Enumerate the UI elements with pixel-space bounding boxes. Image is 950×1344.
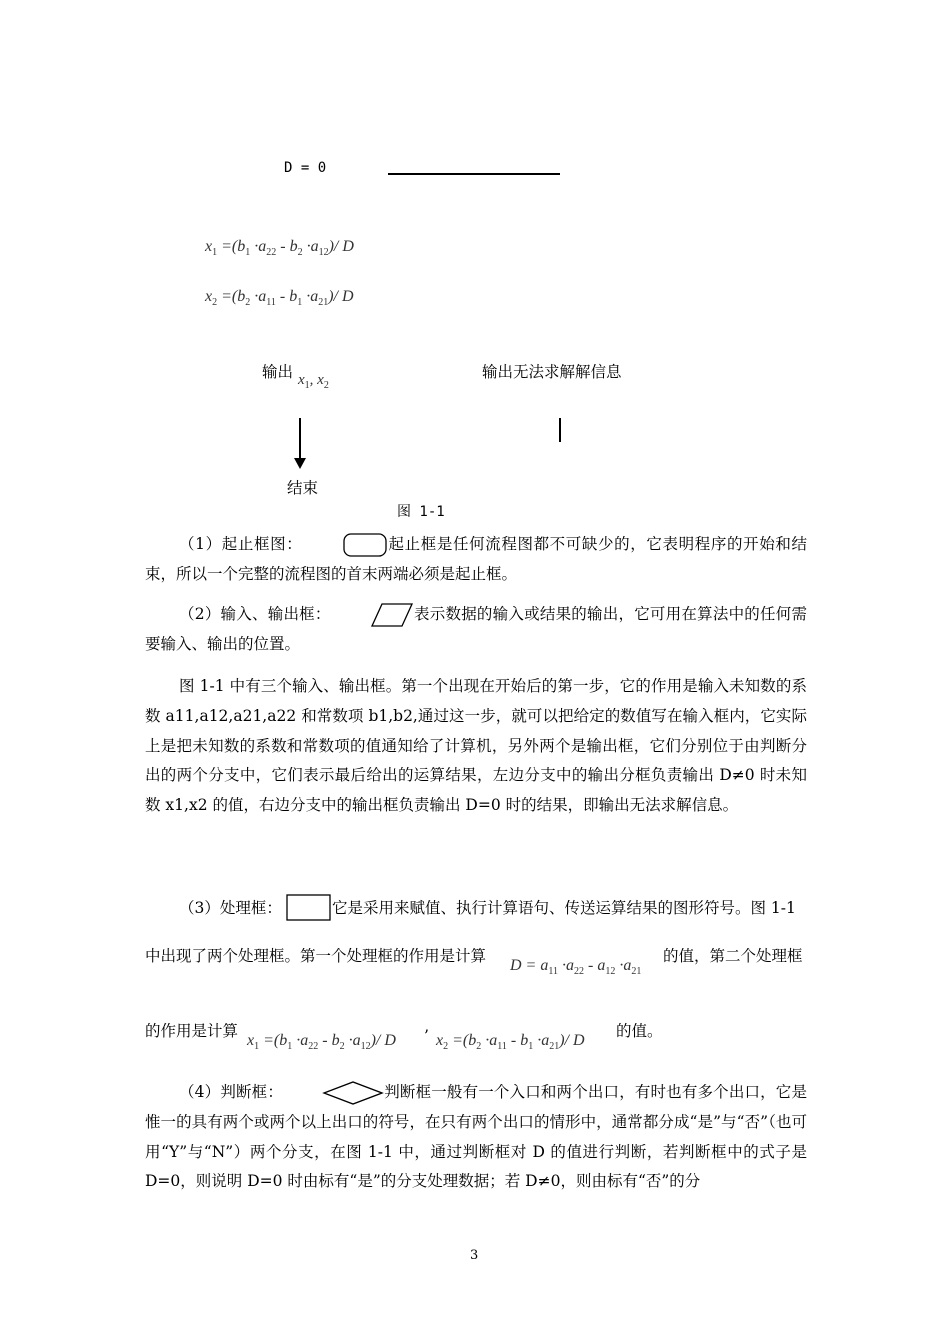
output-left-label: 输出 xyxy=(262,363,294,381)
p4-text-b: 中出现了两个处理框。第一个处理框的作用是计算 xyxy=(145,947,487,965)
right-branch-line xyxy=(559,418,561,442)
down-arrow-icon xyxy=(290,418,310,470)
inline-formula-x1: $x_1 =(b_1 \cdot a_{22} - b_2 \cdot a_{12})/$ D xyxy=(247,1032,396,1053)
formula-x1: $x_1 =(b_1 \cdot a_{22} - b_2 \cdot a_{12})/$ D xyxy=(205,238,354,259)
p4-text-e: 的值。 xyxy=(616,1022,663,1040)
formula-x2: $x_2 =(b_2 \cdot a_{11} - b_1 \cdot a_{21})/$ D xyxy=(205,288,354,309)
p1-text: 起止框是任何流程图都不可缺少的，它表明程序的开始和结束，所以一个完整的流程图的首末两端必须是起止框。 xyxy=(145,535,807,583)
figure-caption: 图 1-1 xyxy=(397,504,445,520)
inline-formula-x2: $x_2 =(b_2 \cdot a_{11} - b_1 \cdot a_{21})/$ D xyxy=(436,1032,585,1053)
process-rect-icon xyxy=(286,894,332,922)
paragraph-3: 图 1-1 中有三个输入、输出框。第一个出现在开始后的第一步，它的作用是输入未知数的系数 a11,a12,a21,a22 和常数项 b1,b2,通过这一步，就可以把给定的数值写在输入框内，它实际上是把未知数的系数和常数项的值通知给了计算机，另外两个是输出框，它们分别位于由判断分出的两个分支中，它们表示最后给出的运算结果，左边分支中的输出分框负责输出 D≠0 时未知数 x1,x2 的值，右边分支中的输出框负责输出 D=0 时的结果，即输出无法求解信息。 xyxy=(145,677,807,815)
paragraph-2 xyxy=(145,600,807,660)
output-right-label: 输出无法求解解信息 xyxy=(482,363,622,381)
end-label: 结束 xyxy=(287,479,319,497)
paragraph-1 xyxy=(145,530,807,590)
p4-text-a: 它是采用来赋值、执行计算语句、传送运算结果的图形符号。图 1-1 xyxy=(332,899,796,917)
paragraph-5 xyxy=(145,1078,807,1197)
output-left-vars: $x_1$, $x_2$ xyxy=(298,372,329,391)
p4-text-d: 的作用是计算 xyxy=(145,1022,239,1040)
page-number: 3 xyxy=(470,1248,479,1263)
p4-separator: ’ xyxy=(424,1027,429,1045)
p2-text: 表示数据的输入或结果的输出，它可用在算法中的任何需要输入、输出的位置。 xyxy=(145,605,807,653)
p5-prefix: （4）判断框： xyxy=(179,1083,283,1101)
decision-condition: D = 0 xyxy=(284,160,327,176)
terminal-shape-icon xyxy=(308,530,388,560)
p4-text-c: 的值，第二个处理框 xyxy=(663,947,803,965)
p1-prefix: （1）起止框图： xyxy=(179,535,303,553)
p2-prefix: （2）输入、输出框： xyxy=(179,605,331,623)
p5-text: 判断框一般有一个入口和两个出口，有时也有多个出口，它是惟一的具有两个或两个以上出口的符号，在只有两个出口的情形中，通常都分成“是”与“否”（也可用“Y”与“N”）两个分支，在图 1-1 中，通过判断框对 D 的值进行判断，若判断框中的式子是 D=0，则说明 D=0 时由标有“是”的分支处理数据；若 D≠0，则由标有“否”的分 xyxy=(145,1083,807,1191)
decision-diamond-icon xyxy=(288,1078,384,1108)
io-parallelogram-icon xyxy=(336,600,414,630)
inline-formula-D: $D = a_{11} \cdot a_{22} - a_{12} \cdot a_{21}$ xyxy=(510,957,642,978)
branch-line xyxy=(388,173,560,175)
p4-prefix: （3）处理框： xyxy=(179,899,282,917)
